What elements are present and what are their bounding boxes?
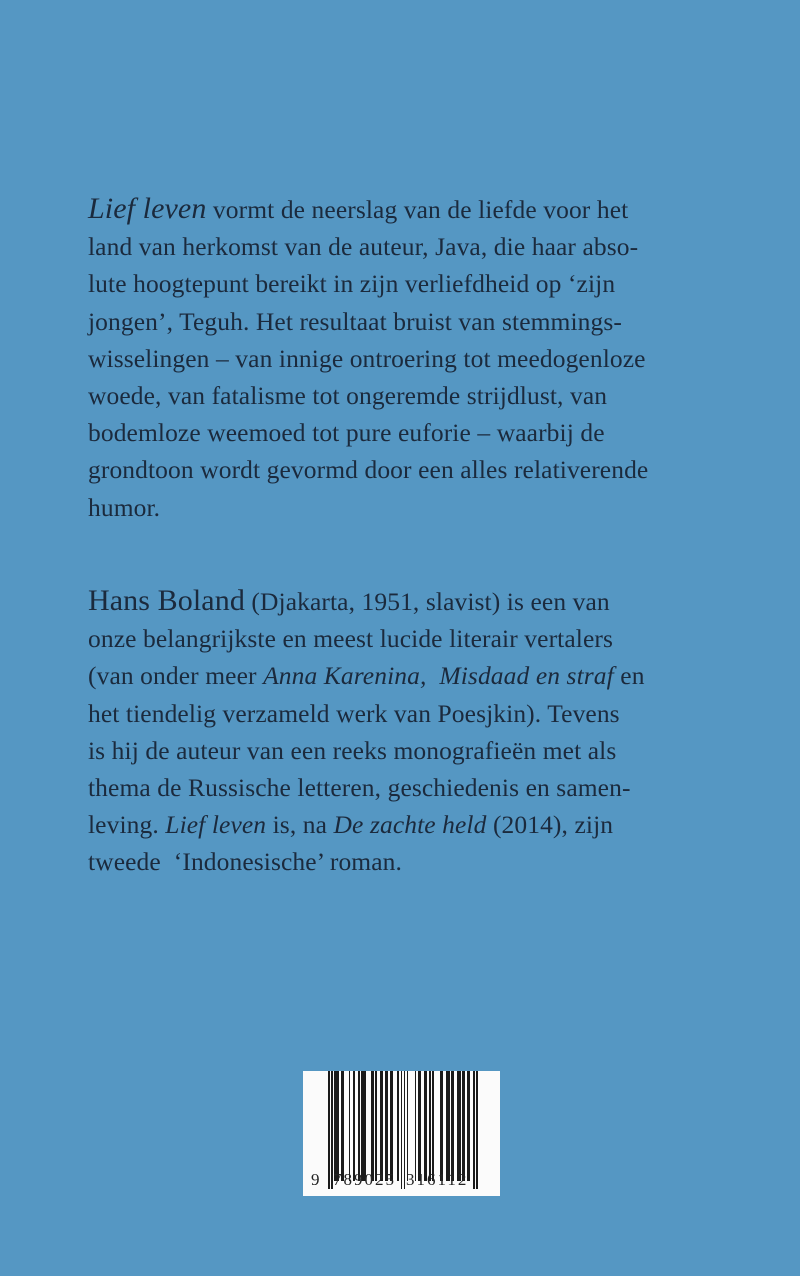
bio-text: en [613,661,645,691]
bio-line-3 [88,657,728,694]
description-line-5: wisselingen – van innige ontroering tot meedogenloze [88,343,646,373]
author-name: Hans Boland [88,584,245,617]
bio-line-1 [88,582,728,620]
description-text: vormt de neerslag van de liefde voor het [206,195,629,224]
bio-line-8: tweede ‘Indonesische’ roman. [88,847,402,877]
book-title-lief-leven: Lief leven [165,810,267,840]
bio-text: (2014), zijn [486,810,614,840]
bio-line-7 [88,806,728,843]
bio-line-4: het tiendelig verzameld werk van Poesjkin). Tevens [88,698,620,728]
author-bio-paragraph [88,582,728,881]
description-line-9: humor. [88,492,161,522]
bio-line-2: onze belangrijkste en meest lucide literair vertalers [88,624,613,654]
book-title-misdaad-en-straf: Misdaad en straf [439,661,614,691]
bio-text [426,661,439,690]
description-line-3: lute hoogtepunt bereikt in zijn verliefdheid op ‘zijn [88,269,616,299]
description-line-4: jongen’, Teguh. Het resultaat bruist van stemmings- [88,306,622,336]
bio-text: (Djakarta, 1951, slavist) is een van [244,587,610,616]
isbn-digit-group-right: 316112 [406,1170,469,1189]
description-line-1 [88,190,728,228]
description-line-7: bodemloze weemoed tot pure euforie – waarbij de [88,418,605,448]
isbn-digit-first: 9 [311,1170,321,1189]
description-line-6: woede, van fatalisme tot ongeremde strijdlust, van [88,381,608,411]
description-line-2: land van herkomst van de auteur, Java, die haar abso- [88,232,639,262]
bio-text: is, na [266,810,334,840]
bio-text: leving. [88,810,166,840]
book-title-de-zachte-held: De zachte held [333,810,487,840]
bio-text: (van onder meer [88,661,264,691]
isbn-digit-group-left: 789025 [333,1170,396,1189]
bio-line-5: is hij de auteur van een reeks monografieën met als [88,735,617,765]
book-description-paragraph [88,190,728,526]
description-line-8: grondtoon wordt gevormd door een alles relativerende [88,455,649,485]
book-title-lead: Lief leven [88,192,207,225]
book-title-anna-karenina: Anna Karenina, [263,661,427,691]
isbn-barcode [303,1071,500,1196]
bio-line-6: thema de Russische letteren, geschiedenis en samen- [88,773,631,803]
